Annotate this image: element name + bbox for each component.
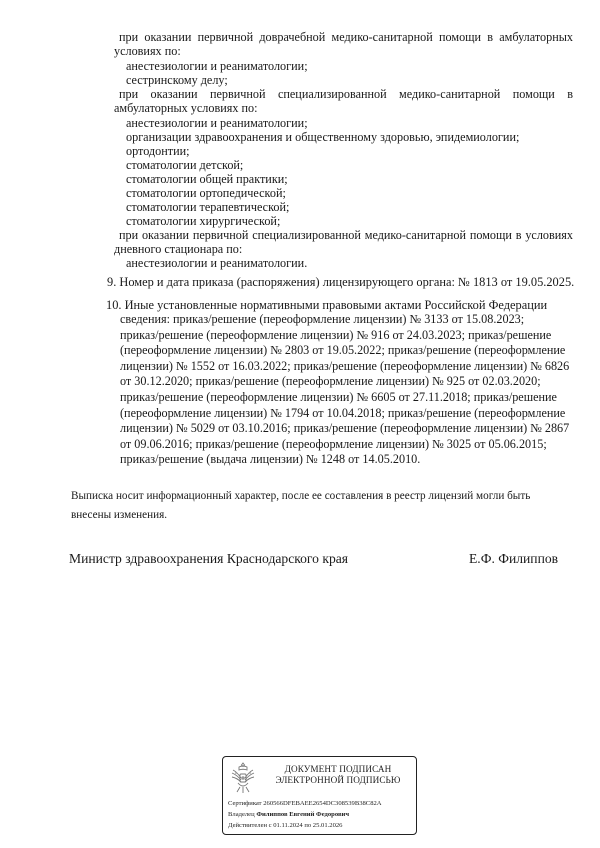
service-item: стоматологии детской; xyxy=(126,158,244,172)
certificate-value: 260566DFEBAEE2654DC308539B38C82A xyxy=(263,800,382,807)
coat-of-arms-icon xyxy=(230,761,256,795)
stamp-title-line2: ЭЛЕКТРОННОЙ ПОДПИСЬЮ xyxy=(275,775,401,785)
ambulatory-spec-intro-line2: амбулаторных условиях по: xyxy=(114,101,258,115)
order-history-line: приказ/решение (выдача лицензии) № 1248 от 14.05.2010. xyxy=(120,452,421,467)
item-9-order-number: 9. Номер и дата приказа (распоряжения) лицензирующего органа: № 1813 от 19.05.2025. xyxy=(107,275,575,289)
order-history-line: (переоформление лицензии) № 1794 от 10.04.2018; приказ/решение (переоформление xyxy=(120,405,566,420)
owner-label: Владелец xyxy=(228,811,255,818)
ambulatory-prevrach-intro-line2: условиях по: xyxy=(114,44,181,58)
service-item: стоматологии хирургической; xyxy=(126,214,281,228)
item-10-order-history xyxy=(120,312,574,468)
order-history-line: приказ/решение (переоформление лицензии) № 6605 от 27.11.2018; приказ/решение xyxy=(120,389,557,404)
service-item: стоматологии ортопедической; xyxy=(126,186,286,200)
service-item: анестезиологии и реаниматологии. xyxy=(126,256,308,270)
stamp-title-line1: ДОКУМЕНТ ПОДПИСАН xyxy=(284,764,392,774)
service-item: сестринскому делу; xyxy=(126,73,228,87)
owner-value: Филиппов Евгений Федорович xyxy=(256,811,350,818)
day-hospital-intro-line1: при оказании первичной специализированной медико-санитарной помощи в условиях xyxy=(119,228,573,242)
signatory-title: Министр здравоохранения Краснодарского края xyxy=(69,551,349,566)
item-10-first-line: 10. Иные установленные нормативными правовыми актами Российской Федерации xyxy=(106,298,548,312)
order-history-line: от 30.12.2020; приказ/решение (переоформление лицензии) № 925 от 02.03.2020; xyxy=(120,374,541,389)
stamp-owner xyxy=(228,811,349,819)
order-history-line: сведения: приказ/решение (переоформление лицензии) № 3133 от 15.08.2023; xyxy=(120,312,525,326)
order-history-line: (переоформление лицензии) № 2803 от 19.05.2022; приказ/решение (переоформление xyxy=(120,343,566,358)
stamp-title xyxy=(263,764,413,786)
informational-note-line2: внесены изменения. xyxy=(71,509,168,521)
ambulatory-prevrach-intro-line1: при оказании первичной доврачебной медико-санитарной помощи в амбулаторных xyxy=(119,30,573,44)
service-item: стоматологии общей практики; xyxy=(126,172,288,186)
order-history-line: лицензии) № 5029 от 03.10.2016; приказ/решение (переоформление лицензии) № 2867 xyxy=(120,421,570,436)
electronic-signature-stamp xyxy=(222,756,417,835)
ambulatory-spec-intro-line1: при оказании первичной специализированной медико-санитарной помощи в xyxy=(119,87,573,101)
stamp-validity: Действителен с 01.11.2024 по 25.01.2026 xyxy=(228,822,343,829)
order-history-line: лицензии) № 1552 от 16.03.2022; приказ/решение (переоформление лицензии) № 6826 xyxy=(120,358,570,373)
order-history-line: от 09.06.2016; приказ/решение (переоформление лицензии) № 3025 от 05.06.2015; xyxy=(120,436,547,451)
order-history-line: приказ/решение (переоформление лицензии) № 916 от 24.03.2023; приказ/решение xyxy=(120,327,552,342)
service-item: анестезиологии и реаниматологии; xyxy=(126,116,308,130)
certificate-label: Сертификат xyxy=(228,800,262,807)
stamp-certificate xyxy=(228,800,382,808)
service-item: организации здравоохранения и общественному здоровью, эпидемиологии; xyxy=(126,130,520,144)
signatory-name: Е.Ф. Филиппов xyxy=(469,551,559,566)
service-item: анестезиологии и реаниматологии; xyxy=(126,59,308,73)
informational-note-line1: Выписка носит информационный характер, после ее составления в реестр лицензий могли быть xyxy=(71,490,531,502)
day-hospital-intro-line2: дневного стационара по: xyxy=(114,242,243,256)
service-item: ортодонтии; xyxy=(126,144,190,158)
service-item: стоматологии терапевтической; xyxy=(126,200,290,214)
